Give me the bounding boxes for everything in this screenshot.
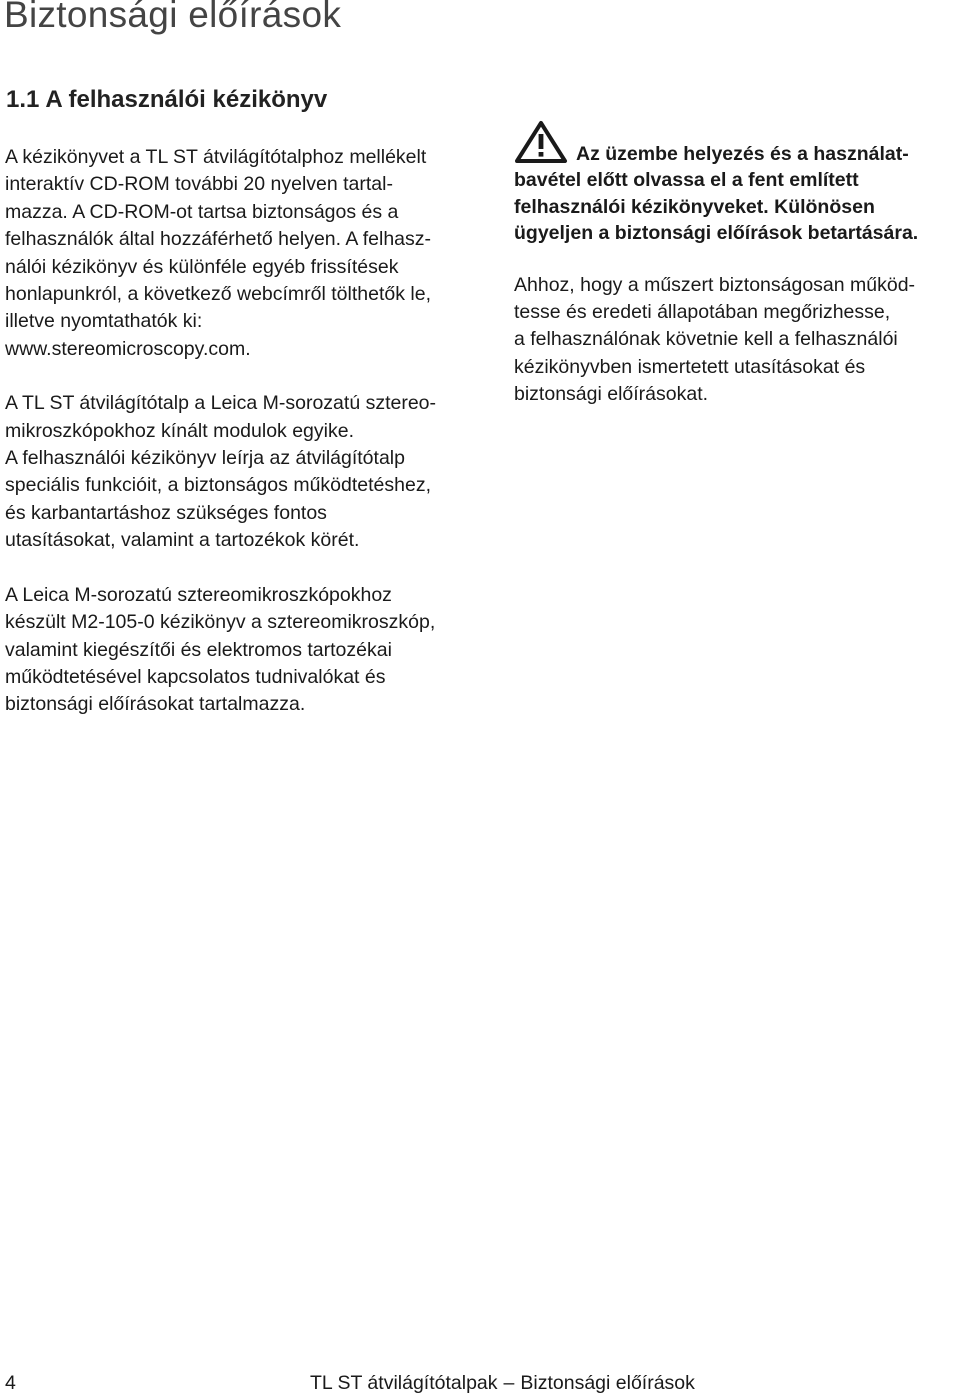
warning-line: bavétel előtt olvassa el a fent említett bbox=[514, 169, 859, 192]
right-column bbox=[514, 120, 960, 409]
module-paragraph bbox=[5, 390, 495, 554]
text-line: A felhasználói kézikönyv leírja az átvilágítótalp bbox=[5, 447, 405, 470]
text-line: tesse és eredeti állapotában megőrizhesse, bbox=[514, 301, 891, 324]
m-series-paragraph bbox=[5, 582, 495, 719]
footer-section: Biztonsági előírások bbox=[520, 1372, 695, 1394]
text-line: kézikönyvben ismertetett utasításokat és bbox=[514, 355, 866, 378]
text-line: A TL ST átvilágítótalp a Leica M-sorozatú sztereo- bbox=[5, 392, 437, 415]
text-line: A kézikönyvet a TL ST átvilágítótalphoz mellékelt bbox=[5, 146, 427, 168]
running-footer bbox=[310, 1372, 695, 1395]
text-line: mazza. A CD-ROM-ot tartsa biztonságos és a bbox=[5, 200, 399, 223]
intro-paragraph bbox=[5, 144, 495, 363]
warning-line: ügyeljen a biztonsági előírások betartására. bbox=[514, 222, 919, 245]
website-url: www.stereomicroscopy.com. bbox=[5, 337, 251, 360]
text-line: valamint kiegészítői és elektromos tartozékai bbox=[5, 638, 392, 661]
text-line: nálói kézikönyv és különféle egyéb frissítések bbox=[5, 255, 399, 278]
text-line: speciális funkcióit, a biztonságos működtetéshez, bbox=[5, 474, 431, 497]
section-heading bbox=[6, 86, 327, 114]
safety-paragraph bbox=[514, 272, 960, 409]
page-title: Biztonsági előírások bbox=[4, 0, 342, 35]
warning-notice bbox=[514, 120, 960, 247]
text-line: Ahhoz, hogy a műszert biztonságosan működ- bbox=[514, 273, 916, 296]
section-number: 1.1 bbox=[6, 86, 40, 113]
warning-line: felhasználói kézikönyveket. Különösen bbox=[514, 195, 875, 218]
text-line: működtetésével kapcsolatos tudnivalókat és bbox=[5, 665, 386, 688]
text-line: A Leica M-sorozatú sztereomikroszkópokhoz bbox=[5, 583, 392, 606]
warning-line: Az üzembe helyezés és a használat- bbox=[576, 143, 909, 165]
text-line: a felhasználónak követnie kell a felhasználói bbox=[514, 328, 898, 351]
footer-product: TL ST átvilágítótalpak bbox=[310, 1372, 498, 1394]
text-line: interaktív CD-ROM további 20 nyelven tartal- bbox=[5, 173, 393, 196]
text-line: készült M2-105-0 kézikönyv a sztereomikroszkóp, bbox=[5, 611, 436, 634]
warning-triangle-icon bbox=[514, 120, 568, 164]
section-heading-text: A felhasználói kézikönyv bbox=[45, 86, 328, 113]
text-line: utasításokat, valamint a tartozékok körét. bbox=[5, 529, 360, 552]
text-line: illetve nyomtathatók ki: bbox=[5, 310, 203, 333]
text-line: biztonsági előírásokat tartalmazza. bbox=[5, 693, 306, 716]
text-line: és karbantartáshoz szükséges fontos bbox=[5, 501, 327, 524]
left-column bbox=[5, 144, 495, 719]
text-line: mikroszkópokhoz kínált modulok egyike. bbox=[5, 419, 354, 442]
text-line: biztonsági előírásokat. bbox=[514, 383, 709, 406]
page-number: 4 bbox=[5, 1372, 16, 1394]
text-line: felhasználók által hozzáférhető helyen. A felhasz- bbox=[5, 228, 432, 251]
footer-dash: – bbox=[503, 1372, 515, 1394]
text-line: honlapunkról, a következő webcímről tölthetők le, bbox=[5, 283, 431, 306]
